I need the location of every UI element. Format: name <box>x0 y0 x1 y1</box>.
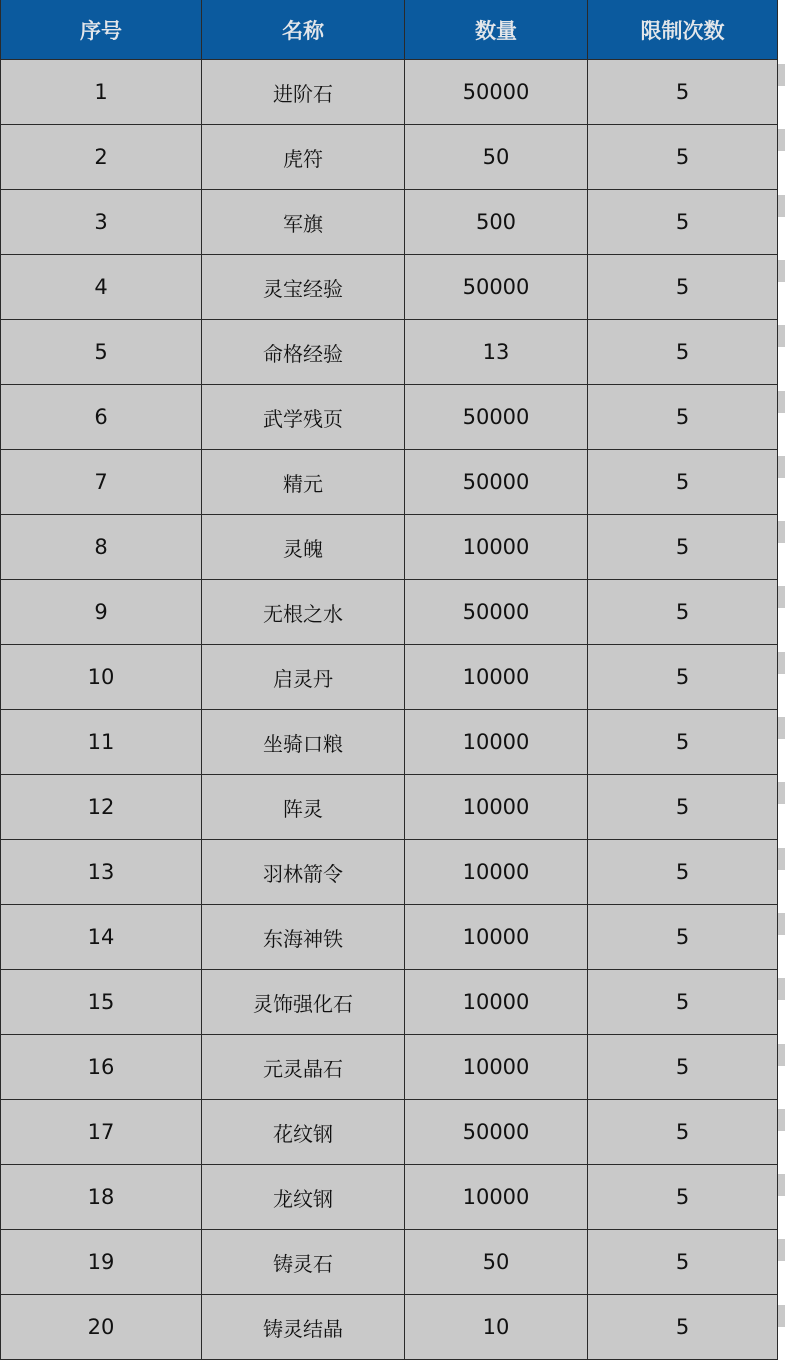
cell-limit[interactable]: 5 <box>588 125 778 190</box>
table-row <box>1 60 778 125</box>
table-row <box>1 125 778 190</box>
cell-index[interactable]: 3 <box>1 190 202 255</box>
cell-index[interactable]: 1 <box>1 60 202 125</box>
cell-limit[interactable]: 5 <box>588 190 778 255</box>
cell-quantity[interactable]: 500 <box>405 190 588 255</box>
edge-cell-stub <box>778 978 785 1000</box>
cell-quantity[interactable]: 13 <box>405 320 588 385</box>
cell-limit[interactable]: 5 <box>588 60 778 125</box>
cell-index[interactable]: 6 <box>1 385 202 450</box>
cell-quantity[interactable]: 10000 <box>405 970 588 1035</box>
table-row <box>1 1295 778 1360</box>
cell-quantity[interactable]: 10 <box>405 1295 588 1360</box>
cell-name[interactable]: 灵宝经验 <box>202 255 405 320</box>
cell-name[interactable]: 武学残页 <box>202 385 405 450</box>
edge-cell-stub <box>778 325 785 347</box>
cell-name[interactable]: 灵魄 <box>202 515 405 580</box>
cell-name[interactable]: 羽林箭令 <box>202 840 405 905</box>
cell-quantity[interactable]: 50000 <box>405 450 588 515</box>
cell-index[interactable]: 9 <box>1 580 202 645</box>
cell-name[interactable]: 命格经验 <box>202 320 405 385</box>
edge-cell-stub <box>778 586 785 608</box>
cell-index[interactable]: 20 <box>1 1295 202 1360</box>
table-row <box>1 645 778 710</box>
table-row <box>1 840 778 905</box>
cell-name[interactable]: 花纹钢 <box>202 1100 405 1165</box>
cell-name[interactable]: 军旗 <box>202 190 405 255</box>
cell-index[interactable]: 16 <box>1 1035 202 1100</box>
cell-limit[interactable]: 5 <box>588 1295 778 1360</box>
cell-name[interactable]: 虎符 <box>202 125 405 190</box>
cell-index[interactable]: 8 <box>1 515 202 580</box>
table-row <box>1 515 778 580</box>
table-row <box>1 1100 778 1165</box>
cell-name[interactable]: 坐骑口粮 <box>202 710 405 775</box>
cell-limit[interactable]: 5 <box>588 1165 778 1230</box>
cell-name[interactable]: 灵饰强化石 <box>202 970 405 1035</box>
cell-quantity[interactable]: 10000 <box>405 645 588 710</box>
edge-cell-stub <box>778 1109 785 1131</box>
edge-cell-stub <box>778 521 785 543</box>
cell-name[interactable]: 龙纹钢 <box>202 1165 405 1230</box>
edge-cell-stub <box>778 129 785 151</box>
header-limit[interactable]: 限制次数 <box>588 0 778 60</box>
cell-limit[interactable]: 5 <box>588 385 778 450</box>
cell-index[interactable]: 17 <box>1 1100 202 1165</box>
edge-cell-stub <box>778 260 785 282</box>
cell-quantity[interactable]: 10000 <box>405 1035 588 1100</box>
table-row <box>1 320 778 385</box>
cell-quantity[interactable]: 10000 <box>405 840 588 905</box>
cell-name[interactable]: 铸灵石 <box>202 1230 405 1295</box>
cell-quantity[interactable]: 50000 <box>405 60 588 125</box>
cell-quantity[interactable]: 10000 <box>405 515 588 580</box>
cell-limit[interactable]: 5 <box>588 775 778 840</box>
cell-name[interactable]: 阵灵 <box>202 775 405 840</box>
cell-limit[interactable]: 5 <box>588 710 778 775</box>
cell-limit[interactable]: 5 <box>588 840 778 905</box>
cell-index[interactable]: 12 <box>1 775 202 840</box>
table-row <box>1 1165 778 1230</box>
cell-limit[interactable]: 5 <box>588 450 778 515</box>
table-row <box>1 905 778 970</box>
table-row <box>1 255 778 320</box>
edge-cell-stub <box>778 391 785 413</box>
cell-quantity[interactable]: 50 <box>405 125 588 190</box>
cell-limit[interactable]: 5 <box>588 1035 778 1100</box>
cell-name[interactable]: 精元 <box>202 450 405 515</box>
edge-cell-stub <box>778 1239 785 1261</box>
cell-index[interactable]: 13 <box>1 840 202 905</box>
header-index[interactable]: 序号 <box>1 0 202 60</box>
cell-name[interactable]: 启灵丹 <box>202 645 405 710</box>
cell-name[interactable]: 元灵晶石 <box>202 1035 405 1100</box>
table-row <box>1 1230 778 1295</box>
cell-index[interactable]: 7 <box>1 450 202 515</box>
cell-quantity[interactable]: 50000 <box>405 580 588 645</box>
cell-limit[interactable]: 5 <box>588 1230 778 1295</box>
cell-quantity[interactable]: 50000 <box>405 385 588 450</box>
cell-limit[interactable]: 5 <box>588 1100 778 1165</box>
cell-limit[interactable]: 5 <box>588 970 778 1035</box>
edge-cell-stub <box>778 64 785 86</box>
cell-limit[interactable]: 5 <box>588 580 778 645</box>
cell-limit[interactable]: 5 <box>588 320 778 385</box>
cell-index[interactable]: 15 <box>1 970 202 1035</box>
cell-quantity[interactable]: 50000 <box>405 255 588 320</box>
header-name[interactable]: 名称 <box>202 0 405 60</box>
cell-name[interactable]: 无根之水 <box>202 580 405 645</box>
edge-cell-stub <box>778 1305 785 1327</box>
cell-quantity[interactable]: 10000 <box>405 775 588 840</box>
cell-quantity[interactable]: 10000 <box>405 1165 588 1230</box>
cell-limit[interactable]: 5 <box>588 645 778 710</box>
edge-cell-stub <box>778 1174 785 1196</box>
cell-name[interactable]: 进阶石 <box>202 60 405 125</box>
table-body <box>1 60 778 1360</box>
cell-index[interactable]: 11 <box>1 710 202 775</box>
table-row <box>1 450 778 515</box>
edge-cell-stub <box>778 848 785 870</box>
edge-cell-stub <box>778 1044 785 1066</box>
header-row <box>1 0 778 60</box>
table-row <box>1 970 778 1035</box>
table-row <box>1 710 778 775</box>
table-row <box>1 775 778 840</box>
table-row <box>1 190 778 255</box>
cell-name[interactable]: 东海神铁 <box>202 905 405 970</box>
edge-cell-stub <box>778 782 785 804</box>
edge-cell-stub <box>778 195 785 217</box>
cell-limit[interactable]: 5 <box>588 515 778 580</box>
edge-cell-stub <box>778 913 785 935</box>
cell-index[interactable]: 5 <box>1 320 202 385</box>
cell-limit[interactable]: 5 <box>588 255 778 320</box>
cell-index[interactable]: 19 <box>1 1230 202 1295</box>
cell-index[interactable]: 4 <box>1 255 202 320</box>
table-row <box>1 580 778 645</box>
cell-name[interactable]: 铸灵结晶 <box>202 1295 405 1360</box>
cell-quantity[interactable]: 50000 <box>405 1100 588 1165</box>
cell-quantity[interactable]: 10000 <box>405 905 588 970</box>
cell-quantity[interactable]: 10000 <box>405 710 588 775</box>
cell-index[interactable]: 14 <box>1 905 202 970</box>
cell-limit[interactable]: 5 <box>588 905 778 970</box>
header-quantity[interactable]: 数量 <box>405 0 588 60</box>
edge-cell-stub <box>778 456 785 478</box>
cell-index[interactable]: 18 <box>1 1165 202 1230</box>
table-row <box>1 385 778 450</box>
edge-cell-stub <box>778 652 785 674</box>
table-row <box>1 1035 778 1100</box>
cell-index[interactable]: 2 <box>1 125 202 190</box>
cell-index[interactable]: 10 <box>1 645 202 710</box>
edge-cell-stub <box>778 717 785 739</box>
cell-quantity[interactable]: 50 <box>405 1230 588 1295</box>
